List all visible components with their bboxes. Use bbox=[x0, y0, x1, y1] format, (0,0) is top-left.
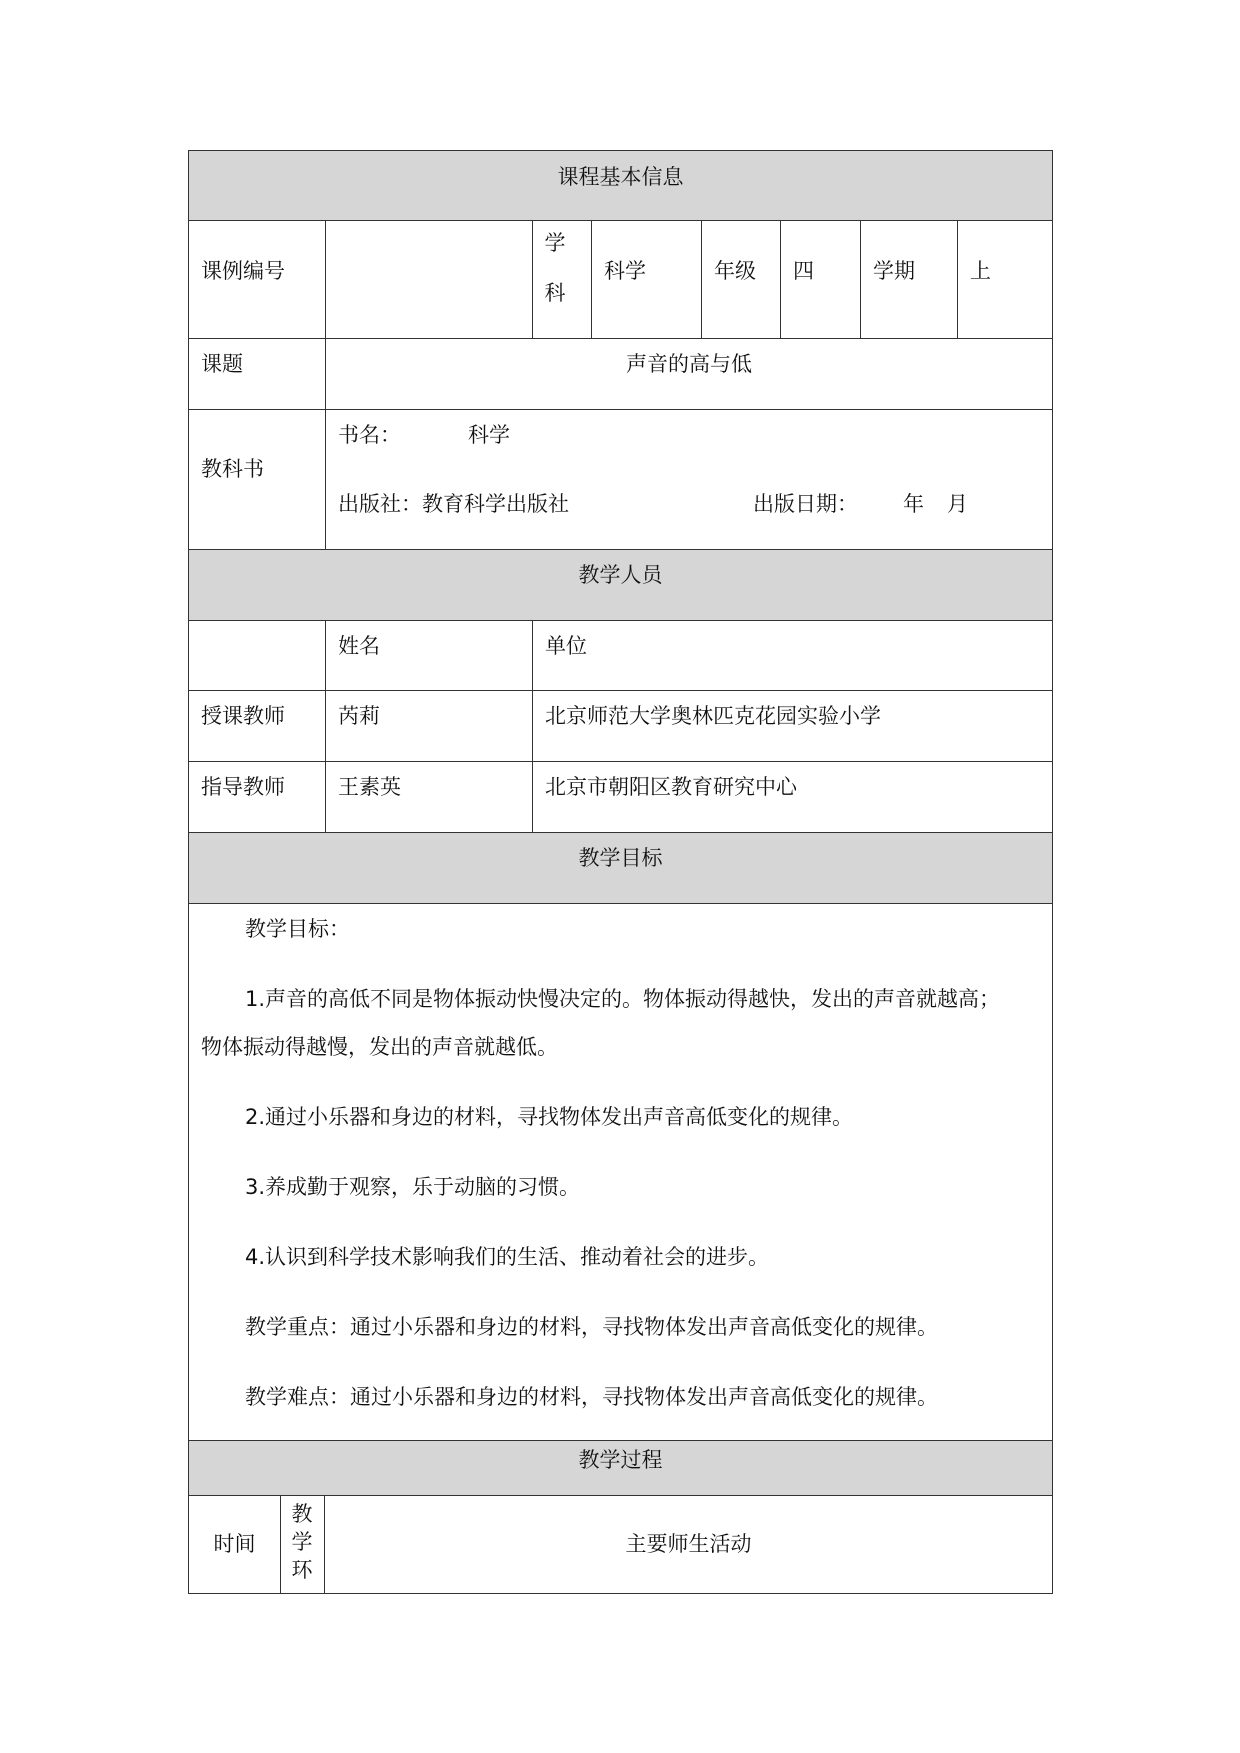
lesson-number-label: 课例编号 bbox=[201, 259, 285, 283]
subject-label-char: 科 bbox=[544, 281, 566, 305]
subject-value-cell bbox=[592, 221, 702, 338]
topic-row bbox=[188, 339, 1053, 410]
goal-item-3: 3.养成勤于观察，乐于动脑的习惯。 bbox=[245, 1175, 581, 1199]
goals-body bbox=[188, 904, 1053, 1441]
textbook-label-cell bbox=[189, 410, 326, 549]
staff-name-header-cell bbox=[326, 621, 533, 690]
term-value: 上 bbox=[970, 259, 991, 283]
lesson-number-label-cell bbox=[189, 221, 326, 338]
textbook-row bbox=[188, 410, 1053, 550]
topic-label-cell bbox=[189, 339, 326, 409]
staff-role: 指导教师 bbox=[201, 775, 285, 799]
staff-header-row bbox=[188, 621, 1053, 691]
process-stage-label-char: 学 bbox=[291, 1530, 313, 1554]
staff-name: 芮莉 bbox=[338, 704, 380, 728]
process-stage-label-char: 环 bbox=[291, 1558, 313, 1582]
lesson-number-value-cell bbox=[326, 221, 533, 338]
process-stage-label-char: 教 bbox=[291, 1502, 313, 1526]
staff-unit-header: 单位 bbox=[545, 634, 587, 658]
staff-name-cell bbox=[326, 691, 533, 761]
staff-unit: 北京市朝阳区教育研究中心 bbox=[545, 775, 797, 799]
term-label: 学期 bbox=[873, 259, 915, 283]
process-header-row bbox=[188, 1496, 1053, 1594]
pub-date-label: 出版日期： bbox=[753, 492, 858, 516]
subject-value: 科学 bbox=[604, 259, 646, 283]
pub-month-label: 月 bbox=[947, 492, 968, 516]
section-title: 教学目标 bbox=[578, 846, 663, 870]
staff-row bbox=[188, 691, 1053, 762]
section-title: 教学过程 bbox=[578, 1448, 663, 1472]
staff-role: 授课教师 bbox=[201, 704, 285, 728]
process-activities-cell bbox=[325, 1496, 1052, 1593]
section-header-staff bbox=[188, 550, 1053, 621]
section-header-goals bbox=[188, 833, 1053, 904]
topic-value-cell bbox=[326, 339, 1052, 409]
pub-year-label: 年 bbox=[903, 492, 924, 516]
grade-label: 年级 bbox=[714, 259, 756, 283]
topic-label: 课题 bbox=[201, 352, 243, 376]
process-stage-label bbox=[290, 1504, 314, 1588]
section-title: 课程基本信息 bbox=[557, 165, 684, 189]
grade-label-cell bbox=[702, 221, 781, 338]
staff-unit-cell bbox=[533, 762, 1052, 832]
staff-name: 王素英 bbox=[338, 775, 401, 799]
process-activities-label: 主要师生活动 bbox=[625, 1532, 752, 1556]
difficulty-point: 教学难点：通过小乐器和身边的材料，寻找物体发出声音高低变化的规律。 bbox=[245, 1385, 938, 1409]
book-name-label: 书名： bbox=[338, 423, 401, 447]
goals-intro: 教学目标： bbox=[245, 917, 350, 941]
subject-label bbox=[543, 233, 567, 311]
staff-unit: 北京师范大学奥林匹克花园实验小学 bbox=[545, 704, 881, 728]
publisher-label: 出版社：教育科学出版社 bbox=[338, 492, 569, 516]
goal-item-1-line-1: 1.声音的高低不同是物体振动快慢决定的。物体振动得越快，发出的声音就越高； bbox=[245, 987, 1001, 1011]
goal-item-2: 2.通过小乐器和身边的材料，寻找物体发出声音高低变化的规律。 bbox=[245, 1105, 854, 1129]
key-point: 教学重点：通过小乐器和身边的材料，寻找物体发出声音高低变化的规律。 bbox=[245, 1315, 938, 1339]
staff-row bbox=[188, 762, 1053, 833]
section-header-basic-info bbox=[188, 150, 1053, 221]
staff-name-cell bbox=[326, 762, 533, 832]
textbook-info-cell bbox=[326, 410, 1052, 549]
section-header-process bbox=[188, 1441, 1053, 1496]
textbook-label: 教科书 bbox=[201, 457, 264, 481]
staff-unit-cell bbox=[533, 691, 1052, 761]
topic-value: 声音的高与低 bbox=[626, 352, 752, 376]
staff-name-header: 姓名 bbox=[338, 634, 380, 658]
process-time-cell bbox=[189, 1496, 281, 1593]
book-name-value: 科学 bbox=[468, 423, 510, 447]
grade-value: 四 bbox=[793, 259, 814, 283]
goal-item-1-line-2: 物体振动得越慢，发出的声音就越低。 bbox=[201, 1035, 558, 1059]
process-time-label: 时间 bbox=[213, 1532, 256, 1556]
goal-item-4: 4.认识到科学技术影响我们的生活、推动着社会的进步。 bbox=[245, 1245, 770, 1269]
staff-role-header-cell bbox=[189, 621, 326, 690]
staff-unit-header-cell bbox=[533, 621, 1052, 690]
process-stage-cell bbox=[281, 1496, 325, 1593]
lesson-number-row bbox=[188, 221, 1053, 339]
subject-label-cell bbox=[533, 221, 592, 338]
subject-label-char: 学 bbox=[544, 231, 566, 255]
staff-role-cell bbox=[189, 691, 326, 761]
staff-role-cell bbox=[189, 762, 326, 832]
term-value-cell bbox=[958, 221, 1052, 338]
grade-value-cell bbox=[781, 221, 861, 338]
section-title: 教学人员 bbox=[578, 563, 663, 587]
term-label-cell bbox=[861, 221, 958, 338]
